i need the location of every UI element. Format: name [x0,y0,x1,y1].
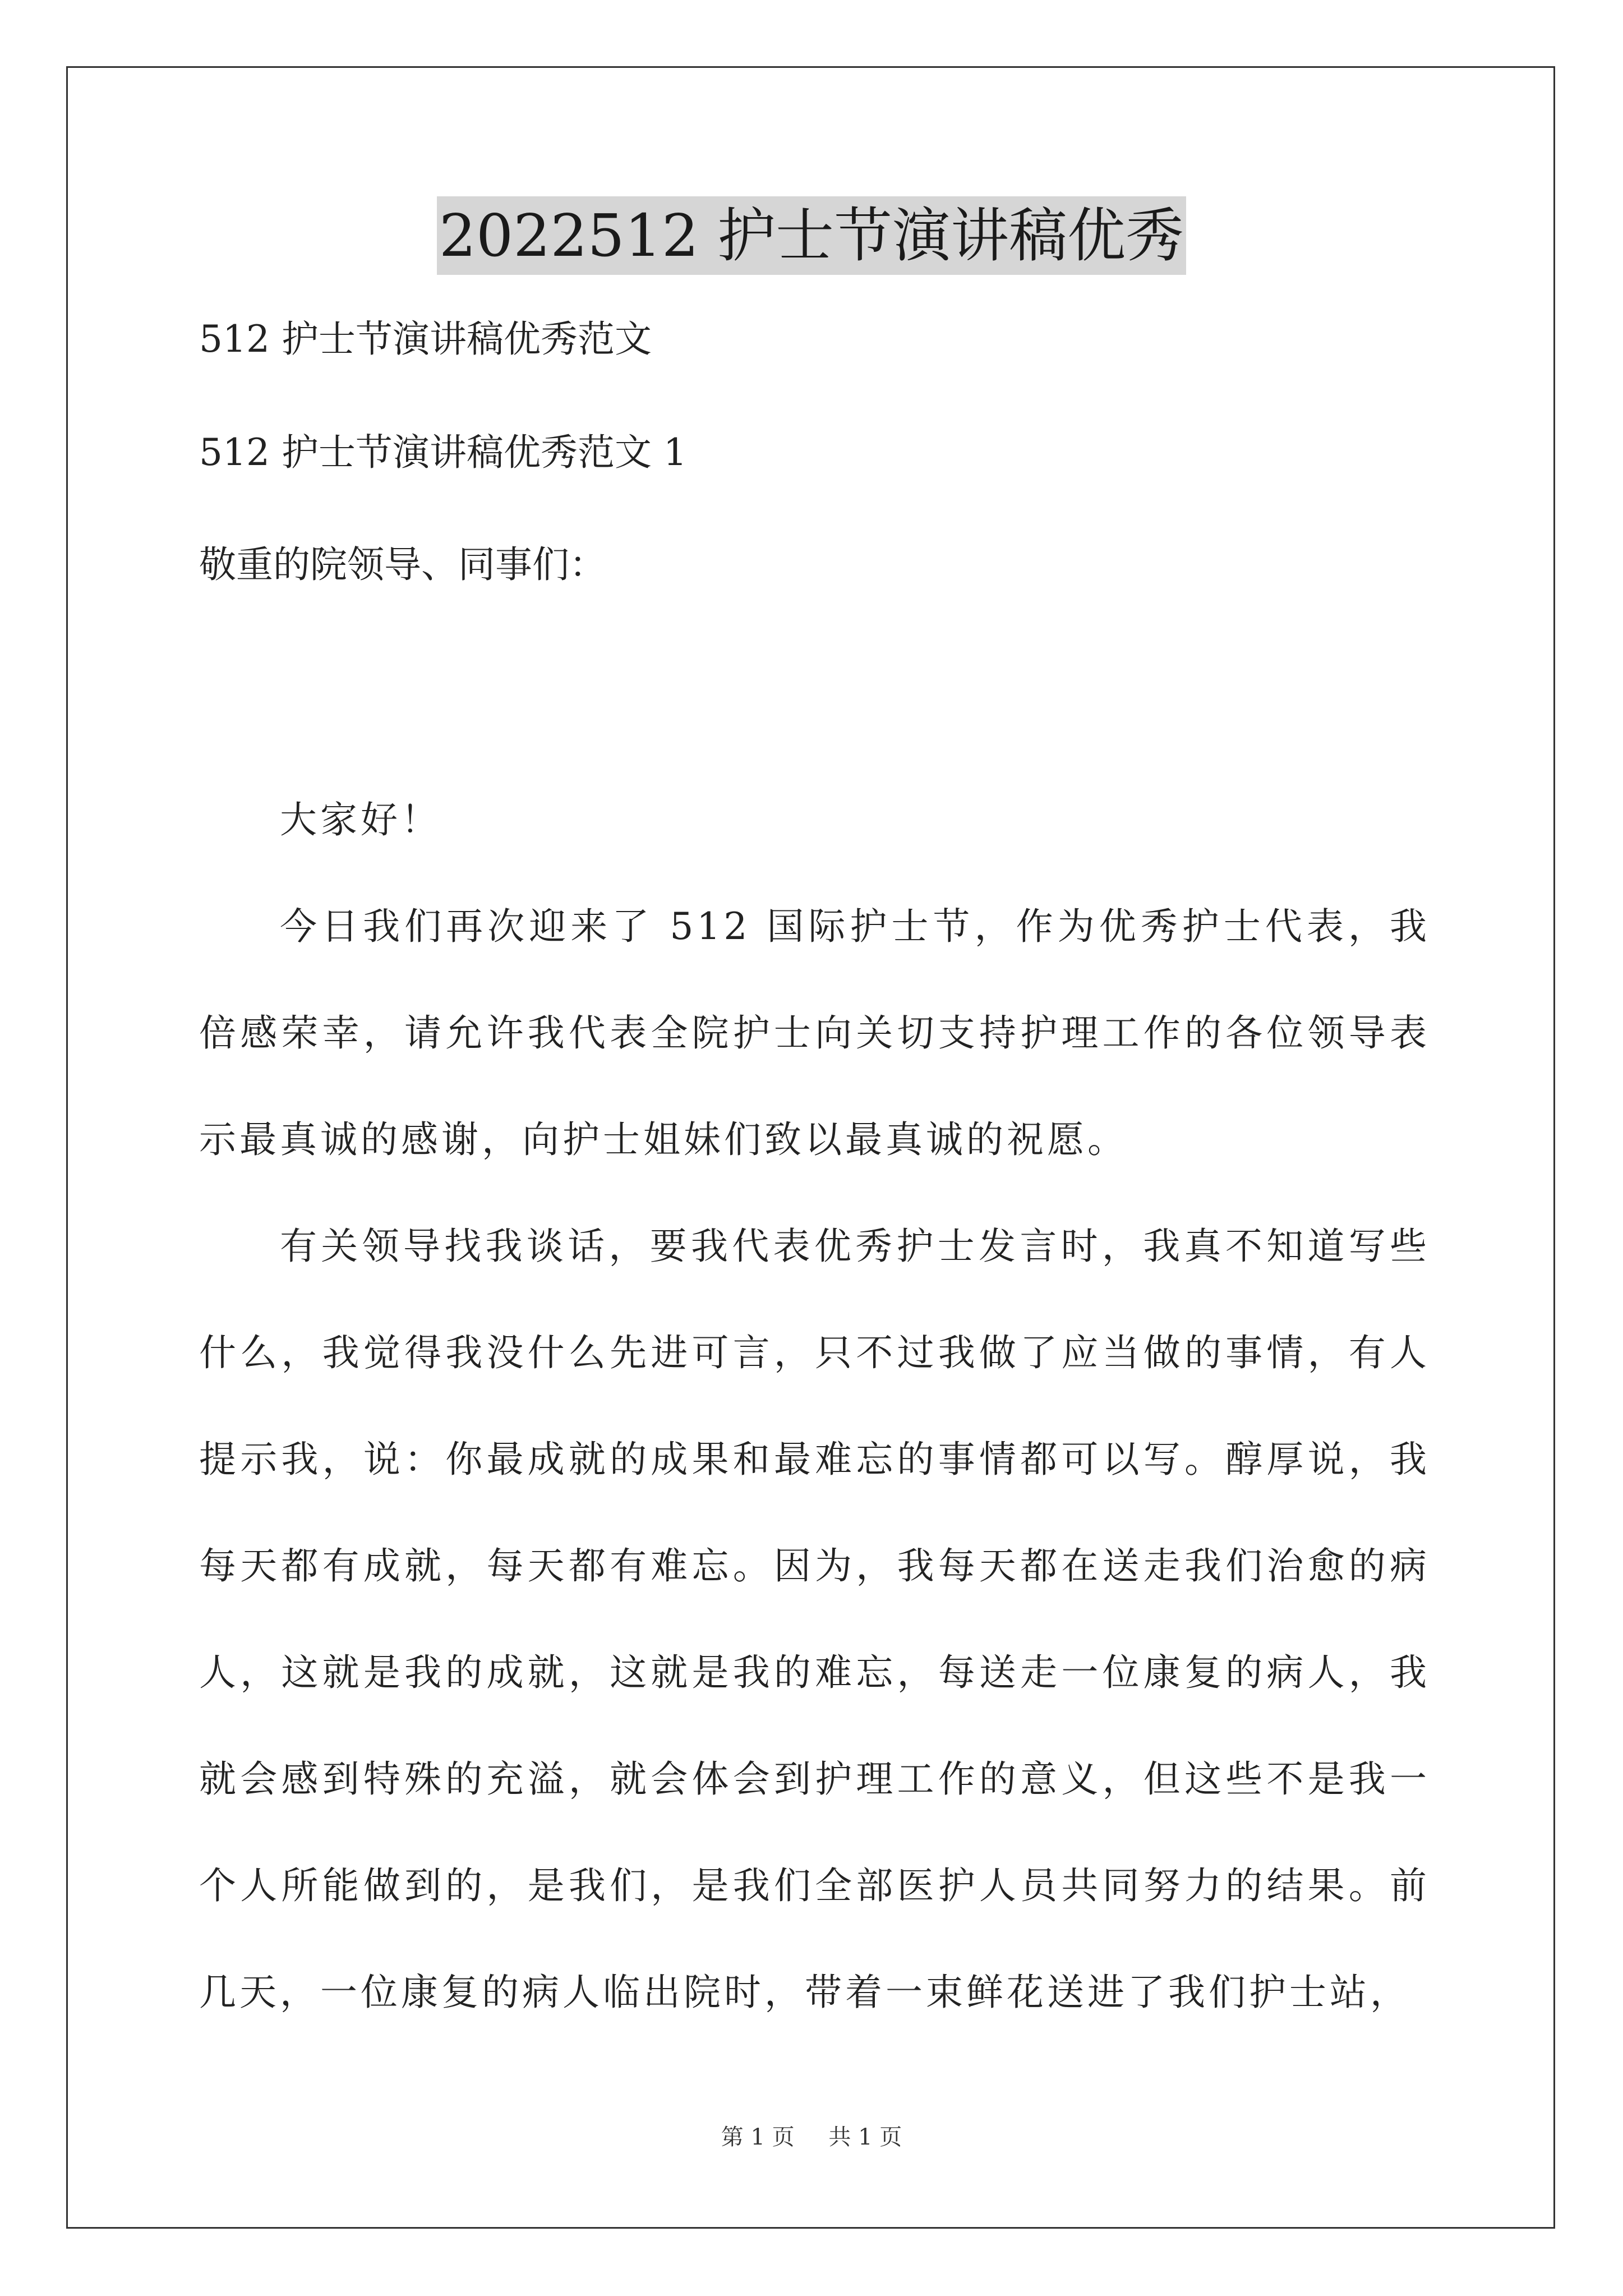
salutation-line: 敬重的院领导、同事们： [199,543,606,586]
greeting-paragraph: 大家好！ [280,798,441,841]
document-title: 2022512 护士节演讲稿优秀 [437,196,1186,275]
page-footer [0,2120,1623,2154]
body-paragraph-2: 有关领导找我谈话，要我代表优秀护士发言时，我真不知道写些什么，我觉得我没什么先进可言，只不过我做了应当做的事情，有人提示我，说：你最成就的成果和最难忘的事情都可以写。醇厚说，我每天都有成就，每天都有难忘。因为，我每天都在送走我们治愈的病人，这就是我的成就，这就是我的难忘，每送走一位康复的病人，我就会感到特殊的充溢，就会体会到护理工作的意义，但这些不是我一个人所能做到的，是我们，是我们全部医护人员共同努力的结果。前几天，一位康复的病人临出院时，带着一束鲜花送进了我们护士站， [199,1225,1430,2014]
body-paragraph-1: 今日我们再次迎来了 512 国际护士节，作为优秀护士代表，我倍感荣幸，请允许我代表全院护士向关切支持护理工作的各位领导表示最真诚的感谢，向护士姐妹们致以最真诚的祝愿。 [199,905,1430,1161]
page-number-current: 第 1 页 [721,2124,795,2150]
page-number-total: 共 1 页 [828,2124,902,2150]
subtitle-line-1: 512 护士节演讲稿优秀范文 [199,318,652,361]
document-body [199,767,1430,2046]
subtitle-line-2: 512 护士节演讲稿优秀范文 1 [199,431,687,474]
title-container [0,196,1623,275]
